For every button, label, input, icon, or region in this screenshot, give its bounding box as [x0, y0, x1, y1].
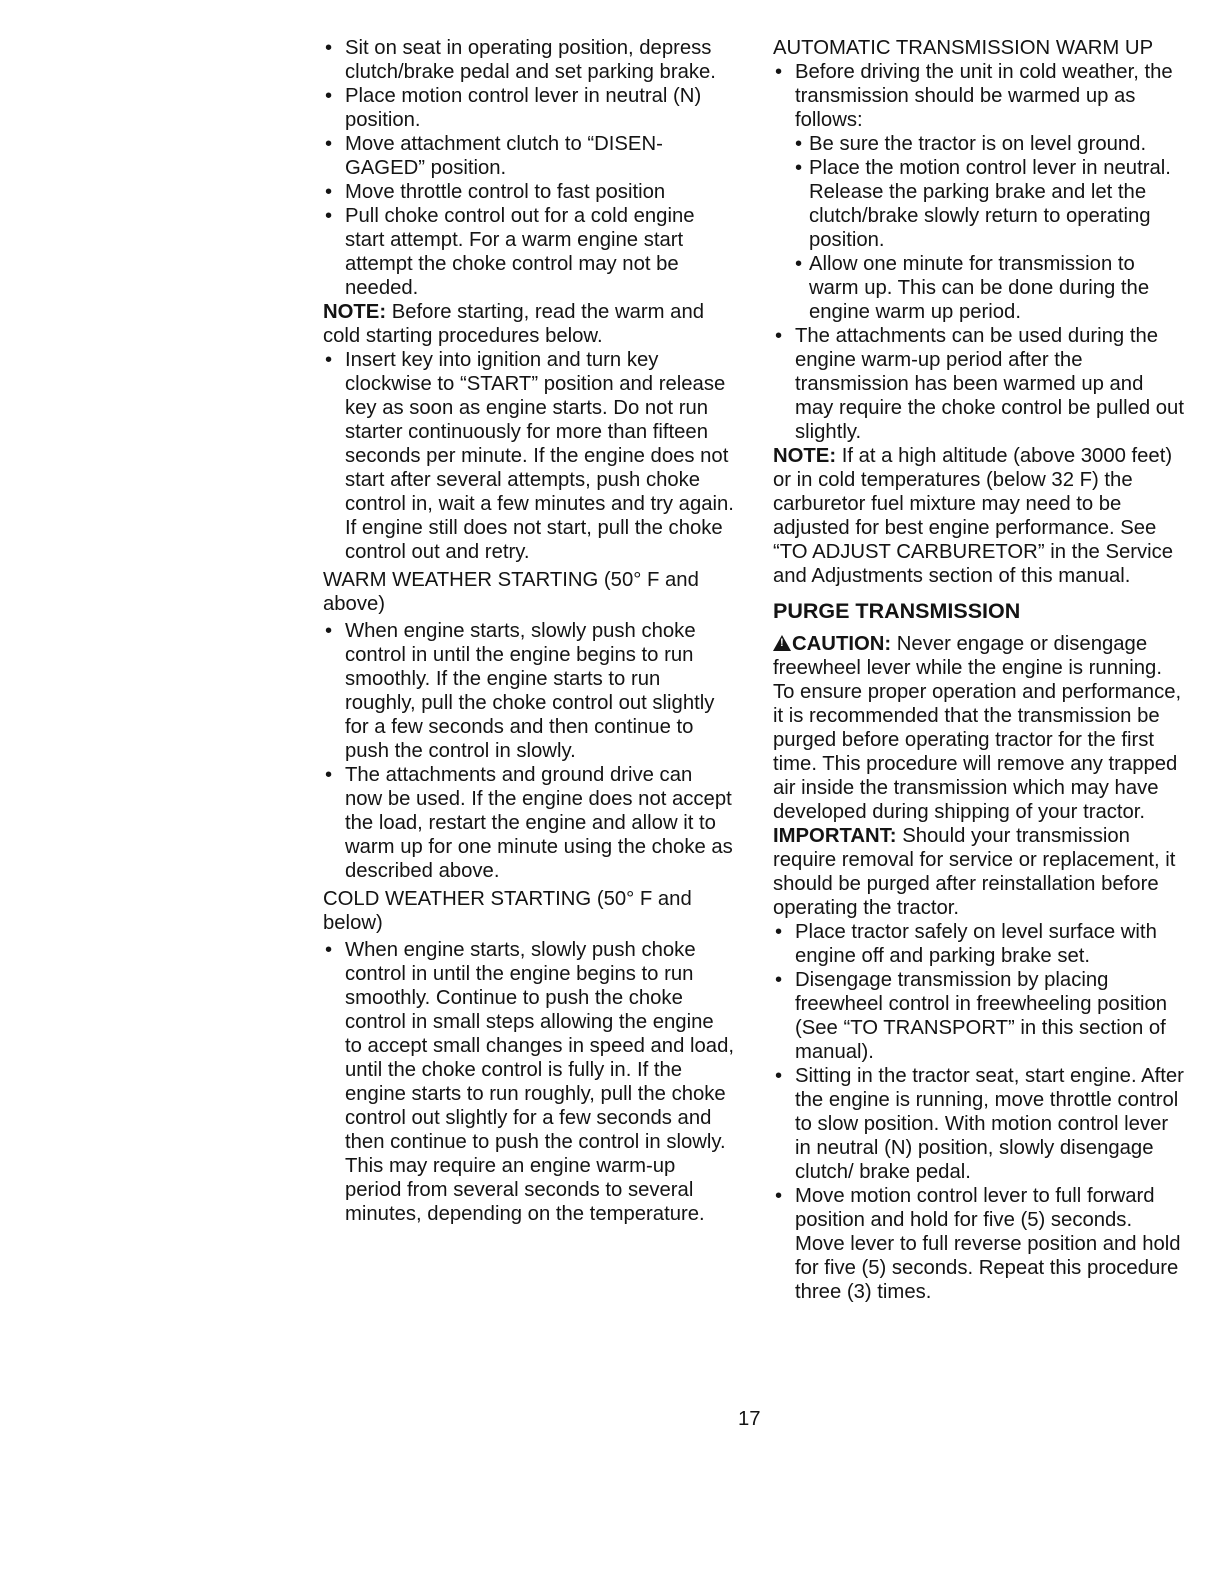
- note-text: Before starting, read the warm and cold starting procedures below.: [323, 301, 704, 347]
- cold-weather-list: [323, 938, 735, 1226]
- right-column: [773, 36, 1185, 1304]
- list-item: • When engine starts, slowly push choke control in until the engine begins to run smoothly. If the engine starts to run roughly, pull the choke control out slightly for a few seconds and then continue to push the control in slowly.: [323, 619, 735, 763]
- auto-transmission-list: [773, 60, 1185, 132]
- list-item: • Be sure the tractor is on level ground.: [795, 132, 1185, 156]
- note-text: If at a high altitude (above 3000 feet) or in cold temperatures (below 32 F) the carburetor fuel mixture may need to be adjusted for best engine performance. See “TO ADJUST CARBURETOR” in the Service and Adjustments section of this manual.: [773, 445, 1174, 587]
- list-item: • Sit on seat in operating position, depress clutch/brake pedal and set parking brake.: [323, 36, 735, 84]
- note-label: NOTE:: [323, 301, 387, 323]
- important-label: IMPORTANT:: [773, 825, 897, 847]
- auto-substeps-list: [773, 132, 1185, 324]
- list-item: • Move motion control lever to full forward position and hold for five (5) seconds. Move lever to full reverse position and hold for five (5) seconds. Repeat this procedure three (3) times.: [773, 1184, 1185, 1304]
- important-paragraph: [773, 824, 1185, 920]
- list-item: • Place motion control lever in neutral (N) position.: [323, 84, 735, 132]
- auto-transmission-heading: AUTOMATIC TRANSMISSION WARM UP: [773, 37, 1154, 59]
- caution-warning-icon: [773, 635, 791, 651]
- ignition-steps-list: [323, 348, 735, 564]
- list-item: • Disengage transmission by placing freewheel control in freewheeling position (See “TO TRANSPORT” in this section of manual).: [773, 968, 1185, 1064]
- starting-note: [323, 300, 735, 348]
- cold-weather-heading: COLD WEATHER STARTING (50° F and below): [323, 888, 692, 934]
- list-item: • Pull choke control out for a cold engine start attempt. For a warm engine start attempt the choke control may not be needed.: [323, 204, 735, 300]
- list-item: • The attachments and ground drive can now be used. If the engine does not accept the load, restart the engine and allow it to warm up for one minute using the choke as described above.: [323, 763, 735, 883]
- list-item: • Place tractor safely on level surface with engine off and parking brake set.: [773, 920, 1185, 968]
- list-item: • Move throttle control to fast position: [323, 180, 735, 204]
- caution-paragraph: [773, 632, 1185, 680]
- left-column: [323, 36, 735, 1226]
- list-item: • The attachments can be used during the engine warm-up period after the transmission has been warmed up and may require the choke control be pulled out slightly.: [773, 324, 1185, 444]
- auto-intro: Before driving the unit in cold weather, the transmission should be warmed up as follows:: [795, 61, 1173, 131]
- list-item: • Insert key into ignition and turn key clockwise to “START” position and release key as soon as engine starts. Do not run starter continuously for more than fifteen seconds per minute. If the engine does not start after several attempts, push choke control in, wait a few minutes and try again. If engine still does not start, pull the choke control out and retry.: [323, 348, 735, 564]
- caution-label: CAUTION:: [792, 633, 892, 655]
- start-steps-list: [323, 36, 735, 300]
- purge-paragraph: To ensure proper operation and performance, it is recommended that the transmission be purged before operating tractor for the first time. This procedure will remove any trapped air inside the transmission which may have developed during shipping of your tractor.: [773, 681, 1182, 823]
- list-item: • Sitting in the tractor seat, start engine. After the engine is running, move throttle control to slow position. With motion control lever in neutral (N) position, slowly disengage clutch/ brake pedal.: [773, 1064, 1185, 1184]
- purge-steps-list: [773, 920, 1185, 1304]
- warm-weather-heading: WARM WEATHER STARTING (50° F and above): [323, 569, 699, 615]
- important-text: Should your transmission require removal for service or replacement, it should be purged after reinstallation before operating the tractor.: [773, 825, 1176, 919]
- auto-after-list: [773, 324, 1185, 444]
- altitude-note: [773, 444, 1185, 588]
- note-label: NOTE:: [773, 445, 837, 467]
- list-item: [773, 60, 1185, 132]
- list-item: • Allow one minute for transmission to warm up. This can be done during the engine warm up period.: [795, 252, 1185, 324]
- list-item: • Place the motion control lever in neutral. Release the parking brake and let the clutch/brake slowly return to operating position.: [795, 156, 1185, 252]
- warm-weather-list: [323, 619, 735, 883]
- list-item: • Move attachment clutch to “DISEN-GAGED” position.: [323, 132, 735, 180]
- list-item: • When engine starts, slowly push choke control in until the engine begins to run smoothly. Continue to push the choke control in small steps allowing the engine to accept small changes in speed and load, until the choke control is fully in. If the engine starts to run roughly, pull the choke control out slightly for a few seconds and then continue to push the control in slowly. This may require an engine warm-up period from several seconds to several minutes, depending on the temperature.: [323, 938, 735, 1226]
- caution-text: Never engage or disengage freewheel lever while the engine is running.: [773, 633, 1162, 679]
- purge-transmission-heading: PURGE TRANSMISSION: [773, 599, 1021, 623]
- page-number: 17: [738, 1408, 761, 1430]
